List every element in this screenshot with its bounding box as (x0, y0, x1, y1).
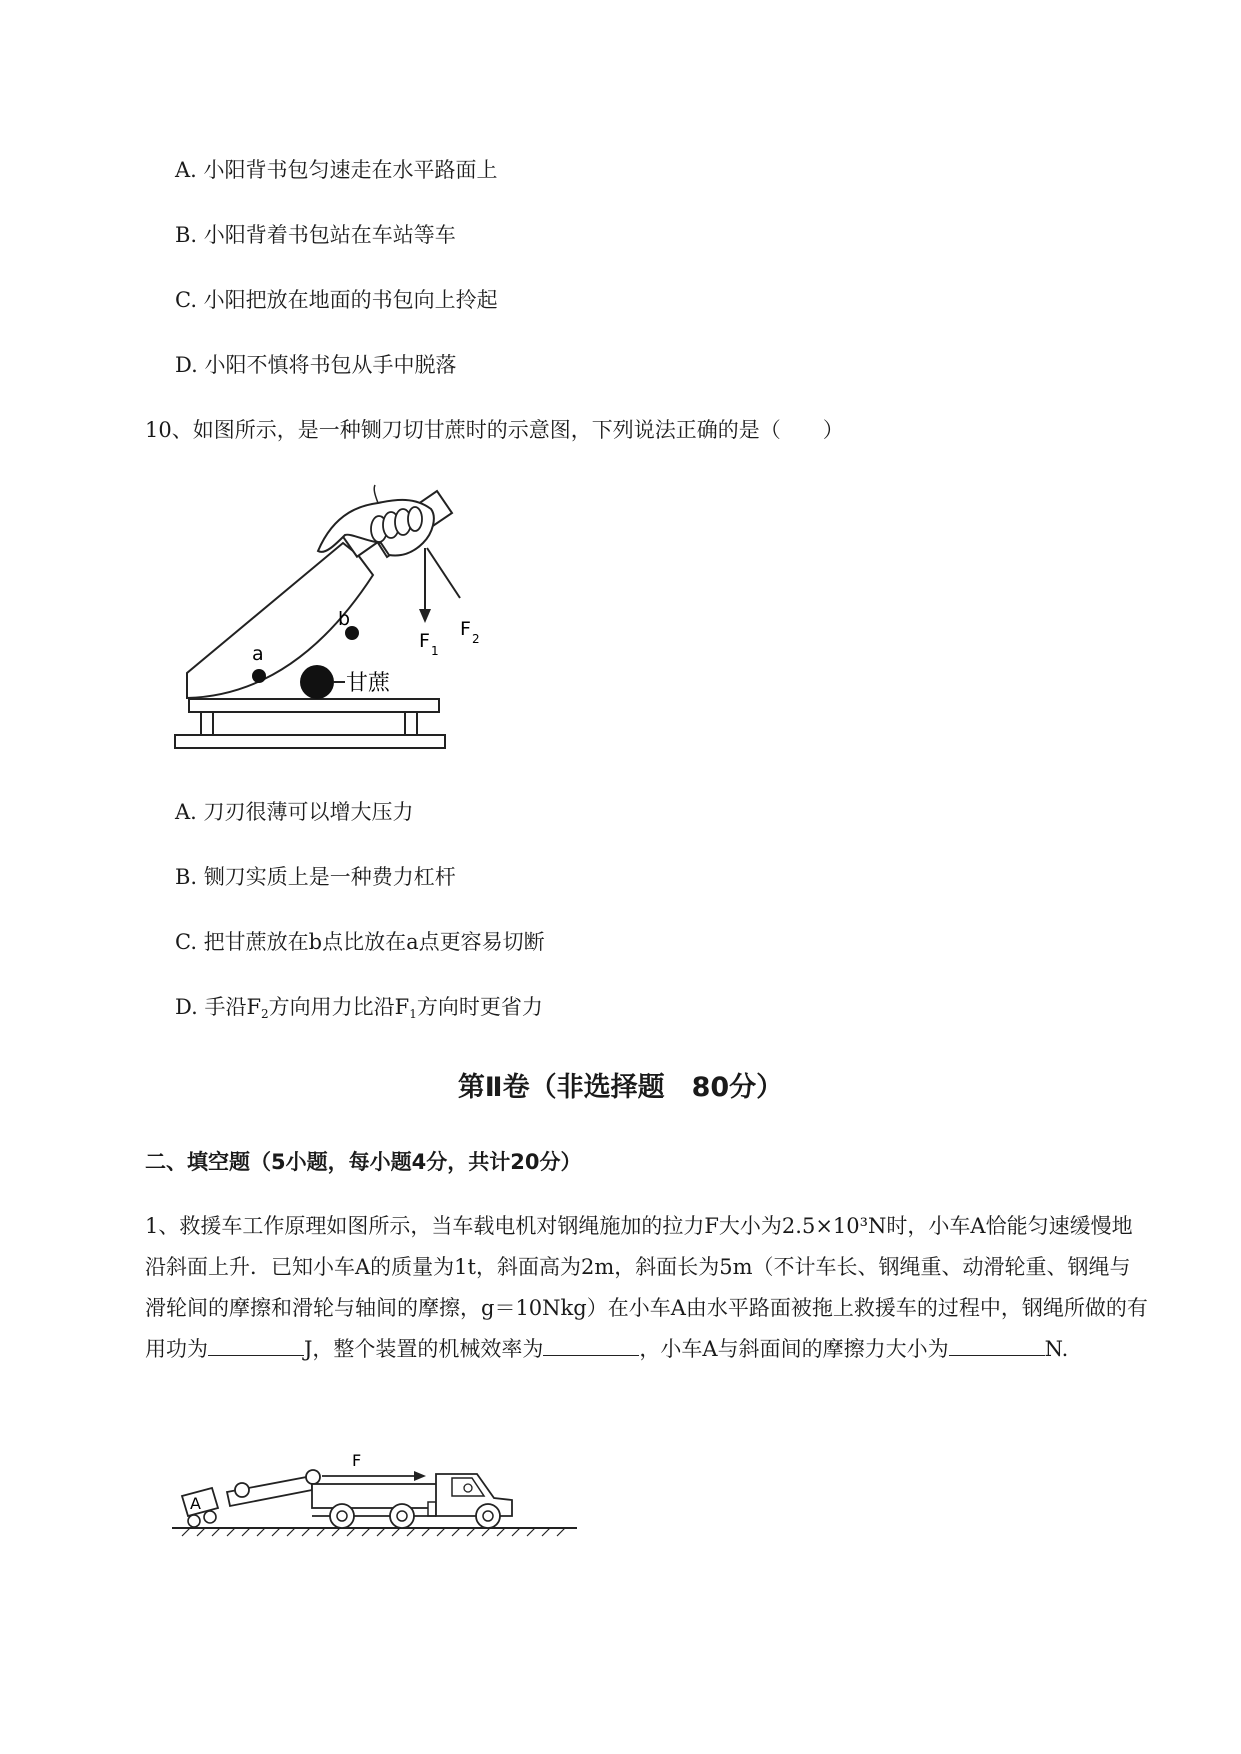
force-f1-subscript: 1 (431, 644, 439, 658)
table-leg-left (201, 712, 213, 735)
force-f2-arrow (427, 548, 460, 598)
pulley-lower (235, 1483, 249, 1497)
q10-option-a: A. 刀刃很薄可以增大压力 (175, 800, 414, 824)
truck-wheel-2 (390, 1504, 414, 1528)
motor (428, 1502, 436, 1516)
finger-4 (408, 507, 422, 531)
q9-option-a: A. 小阳背书包匀速走在水平路面上 (175, 158, 498, 182)
section-subtitle: 二、填空题（5小题，每小题4分，共计20分） (145, 1150, 582, 1174)
q10-option-d-sub-f2: 2 (261, 1007, 269, 1021)
sugarcane (300, 665, 334, 699)
ground-hatch (182, 1528, 565, 1536)
truck-wheel-1 (330, 1504, 354, 1528)
force-f1-head (419, 609, 431, 623)
q10-option-b: B. 铡刀实质上是一种费力杠杆 (175, 865, 456, 889)
sugarcane-label: 甘蔗 (346, 671, 391, 696)
force-f2-label: F (460, 618, 471, 640)
force-f2-subscript: 2 (472, 632, 480, 646)
answer-blank-2[interactable] (543, 1335, 639, 1356)
cart-a-wheel-1 (188, 1515, 200, 1527)
q9-option-c: C. 小阳把放在地面的书包向上拎起 (175, 288, 498, 312)
q10-option-d-mid: 方向用力比沿F (268, 995, 410, 1019)
section-title: 第Ⅱ卷（非选择题 80分） (457, 1072, 784, 1103)
fill-question-1 (145, 1206, 1150, 1370)
q10-stem: 10、如图所示，是一种铡刀切甘蔗时的示意图，下列说法正确的是（ ） (145, 418, 844, 442)
truck-bed (312, 1484, 442, 1508)
force-f-head (414, 1471, 426, 1481)
fill-q1-part2: J，整个装置的机械效率为 (304, 1337, 544, 1361)
rescue-truck-figure (172, 1440, 582, 1540)
table-top (189, 699, 439, 712)
q10-option-d (175, 993, 543, 1028)
table-leg-right (405, 712, 417, 735)
fill-q1-part4: N. (1044, 1337, 1069, 1361)
point-b-label: b (338, 608, 351, 630)
force-f-label: F (352, 1451, 362, 1470)
point-a (252, 669, 266, 683)
q9-option-b: B. 小阳背着书包站在车站等车 (175, 223, 456, 247)
q10-option-c: C. 把甘蔗放在b点比放在a点更容易切断 (175, 930, 545, 954)
cart-a-wheel-2 (204, 1511, 216, 1523)
q10-option-d-sub-f1: 1 (409, 1007, 417, 1021)
q10-option-d-pre: D. 手沿F (175, 995, 262, 1019)
wrist-line (374, 485, 378, 503)
table-base (175, 735, 445, 748)
fill-q1-part3: ，小车A与斜面间的摩擦力大小为 (639, 1337, 949, 1361)
truck-wheel-3 (476, 1504, 500, 1528)
point-a-label: a (252, 643, 264, 665)
answer-blank-3[interactable] (949, 1335, 1045, 1356)
q10-option-d-post: 方向时更省力 (416, 995, 543, 1019)
q9-option-d: D. 小阳不慎将书包从手中脱落 (175, 353, 457, 377)
driver-head (464, 1484, 472, 1492)
answer-blank-1[interactable] (208, 1335, 304, 1356)
fill-q1-part1: 1、救援车工作原理如图所示，当车载电机对钢绳施加的拉力F大小为2.5×10³N时，小车A恰能匀速缓慢地沿斜面上升．已知小车A的质量为1t，斜面高为2m，斜面长为5m（不计车长、钢绳重、动滑轮重、钢绳与滑轮间的摩擦和滑轮与轴间的摩擦，g＝10Nkg）在小车A由水平路面被拖上救援车的过程中，钢绳所做的有用功为 (145, 1214, 1148, 1361)
cart-a-label: A (190, 1494, 201, 1513)
force-f1-label: F (419, 630, 430, 652)
guillotine-figure (175, 485, 480, 750)
pulley-upper (306, 1470, 320, 1484)
